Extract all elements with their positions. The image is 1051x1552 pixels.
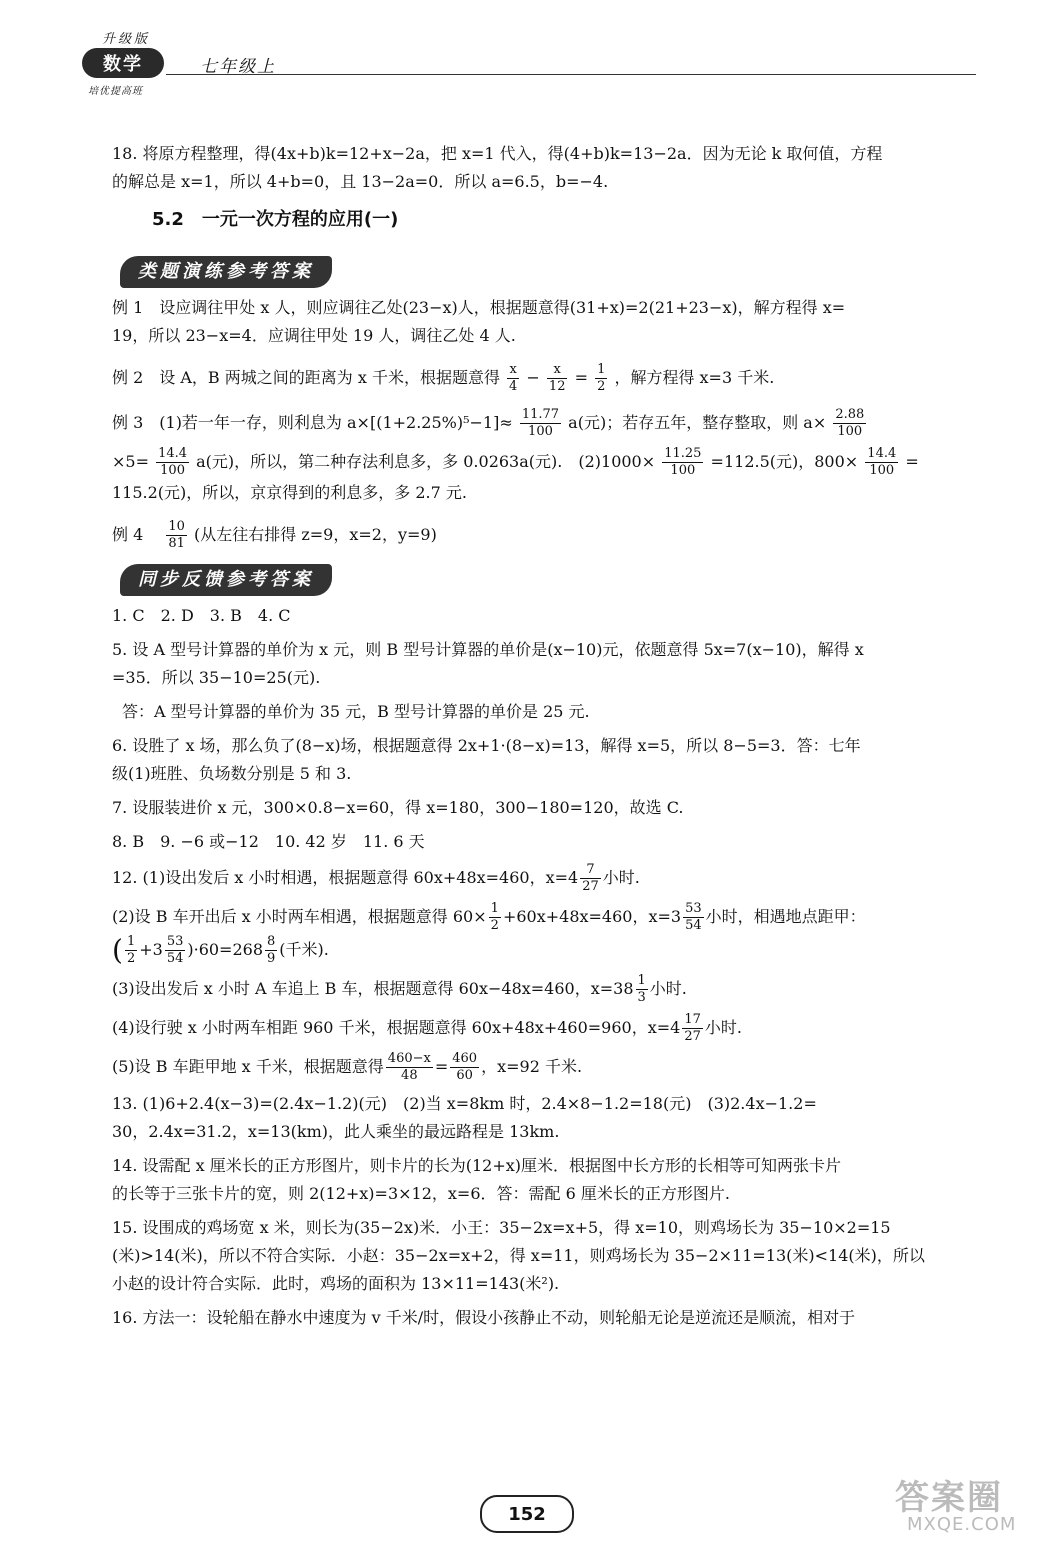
banner-feedback: 同步反馈参考答案 bbox=[120, 564, 332, 596]
banner-practice: 类题演练参考答案 bbox=[120, 256, 332, 288]
fraction: $\frac{14.4}{100}$ bbox=[867, 446, 897, 478]
fraction: $\frac{x}{12}$ bbox=[548, 362, 566, 394]
ex3-line2: ×5= $\frac{14.4}{100}$ a(元)，所以，第二种存法利息多，多 0.0263a(元). (2)1000× $\frac{11.25}{100}$ =112.5(元)，800× $\frac{14.4}{100}$ = bbox=[112, 446, 919, 478]
header-divider bbox=[166, 74, 976, 75]
a12-part2-line1: (2)设 B 车开出后 x 小时两车相遇，根据题意得 60× $\frac{1}{2}$ +60x+48x=460，x=3 $\frac{53}{54}$ 小时，相遇地点距甲： bbox=[112, 901, 866, 933]
answers-8-11: 8. B 9. −6 或−12 10. 42 岁 11. 6 天 bbox=[112, 832, 425, 851]
brand-sub-text: 培优提高班 bbox=[88, 86, 143, 97]
ex1-line2: 19，所以 23−x=4．应调往甲处 19 人，调往乙处 4 人. bbox=[112, 326, 516, 345]
a6-line2: 级(1)班胜、负场数分别是 5 和 3. bbox=[112, 764, 352, 783]
a12-part3: (3)设出发后 x 小时 A 车追上 B 车，根据题意得 60x−48x=460，x=38 $\frac{1}{3}$ 小时. bbox=[112, 973, 687, 1005]
fraction: $\frac{460-x}{48}$ bbox=[387, 1051, 431, 1083]
brand-logo: 数学 bbox=[82, 48, 164, 78]
a5-line1: 5. 设 A 型号计算器的单价为 x 元，则 B 型号计算器的单价是(x−10)元，依题意得 5x=7(x−10)，解得 x bbox=[112, 640, 864, 659]
fraction: $\frac{7}{27}$ bbox=[582, 862, 599, 894]
page-number: 152 bbox=[480, 1495, 574, 1533]
fraction: $\frac{460}{60}$ bbox=[452, 1051, 478, 1083]
fraction: $\frac{17}{27}$ bbox=[684, 1012, 701, 1044]
grade-label: 七年级上 bbox=[200, 57, 276, 77]
page-header bbox=[80, 28, 980, 98]
fraction: $\frac{10}{81}$ bbox=[168, 519, 185, 551]
a12-part2-line2: ( $\frac{1}{2}$ +3 $\frac{53}{54}$ )·60=268 $\frac{8}{9}$ (千米). bbox=[112, 933, 329, 967]
section-title: 5.2 一元一次方程的应用(一) bbox=[152, 209, 399, 230]
watermark-bottom: MXQE.COM bbox=[907, 1514, 1017, 1535]
ex3-line1: 例 3 (1)若一年一存，则利息为 a×[(1+2.25%)⁵−1]≈ $\frac{11.77}{100}$ a(元)；若存五年，整存整取，则 a× $\frac{2.88}{100}$ bbox=[112, 407, 865, 439]
ex1-line1: 例 1 设应调往甲处 x 人，则应调往乙处(23−x)人，根据题意得(31+x)=2(21+23−x)，解方程得 x= bbox=[112, 298, 846, 317]
ex4: 例 4 $\frac{10}{81}$ (从左往右排得 z=9，x=2，y=9) bbox=[112, 519, 437, 551]
a14-line1: 14. 设需配 x 厘米长的正方形图片，则卡片的长为(12+x)厘米．根据图中长方形的长相等可知两张卡片 bbox=[112, 1156, 842, 1175]
fraction: $\frac{1}{2}$ bbox=[597, 362, 606, 394]
fraction: $\frac{8}{9}$ bbox=[267, 934, 276, 966]
ex3-line3: 115.2(元)，所以，京京得到的利息多，多 2.7 元. bbox=[112, 483, 467, 502]
a13-line2: 30，2.4x=31.2，x=13(km)，此人乘坐的最远路程是 13km. bbox=[112, 1122, 560, 1141]
ex2: 例 2 设 A，B 两城之间的距离为 x 千米，根据题意得 $\frac{x}{4}$ − $\frac{x}{12}$ = $\frac{1}{2}$ ，解方程得 x=3 千米. bbox=[112, 362, 775, 394]
brand-top-text: 升级版 bbox=[102, 32, 151, 47]
fraction: $\frac{14.4}{100}$ bbox=[158, 446, 188, 478]
answers-1-4: 1. C 2. D 3. B 4. C bbox=[112, 606, 291, 625]
page-content bbox=[112, 140, 992, 1332]
a6-line1: 6. 设胜了 x 场，那么负了(8−x)场，根据题意得 2x+1·(8−x)=13，解得 x=5，所以 8−5=3．答：七年 bbox=[112, 736, 861, 755]
fraction: $\frac{1}{2}$ bbox=[126, 934, 136, 966]
a5-line3: 答：A 型号计算器的单价为 35 元，B 型号计算器的单价是 25 元. bbox=[122, 702, 590, 721]
a15-line3: 小赵的设计符合实际．此时，鸡场的面积为 13×11=143(米²). bbox=[112, 1274, 560, 1293]
a13-line1: 13. (1)6+2.4(x−3)=(2.4x−1.2)(元) (2)当 x=8km 时，2.4×8−1.2=18(元) (3)2.4x−1.2= bbox=[112, 1094, 817, 1113]
a16: 16. 方法一：设轮船在静水中速度为 v 千米/时，假设小孩静止不动，则轮船无论是逆流还是顺流，相对于 bbox=[112, 1308, 856, 1327]
a12-part4: (4)设行驶 x 小时两车相距 960 千米，根据题意得 60x+48x+460=960，x=4 $\frac{17}{27}$ 小时. bbox=[112, 1012, 742, 1044]
a7: 7. 设服装进价 x 元，300×0.8−x=60，得 x=180，300−180=120，故选 C. bbox=[112, 798, 684, 817]
a15-line1: 15. 设围成的鸡场宽 x 米，则长为(35−2x)米．小王：35−2x=x+5，得 x=10，则鸡场长为 35−10×2=15 bbox=[112, 1218, 891, 1237]
a14-line2: 的长等于三张卡片的宽，则 2(12+x)=3×12，x=6．答：需配 6 厘米长的正方形图片. bbox=[112, 1184, 730, 1203]
fraction: $\frac{53}{54}$ bbox=[685, 901, 702, 933]
watermark-top: 答案圈 bbox=[895, 1478, 1003, 1518]
fraction: $\frac{11.25}{100}$ bbox=[664, 446, 702, 478]
fraction: $\frac{1}{3}$ bbox=[637, 973, 646, 1005]
fraction: $\frac{53}{54}$ bbox=[166, 934, 184, 966]
a12-part5: (5)设 B 车距甲地 x 千米，根据题意得 $\frac{460-x}{48}$ = $\frac{460}{60}$ ，x=92 千米. bbox=[112, 1051, 583, 1083]
a5-line2: =35．所以 35−10=25(元). bbox=[112, 668, 321, 687]
a12-part1: 12. (1)设出发后 x 小时相遇，根据题意得 60x+48x=460，x=4 $\frac{7}{27}$ 小时. bbox=[112, 862, 640, 894]
q18-line1: 18. 将原方程整理，得(4x+b)k=12+x−2a，把 x=1 代入，得(4+b)k=13−2a．因为无论 k 取何值，方程 bbox=[112, 144, 883, 163]
fraction: $\frac{2.88}{100}$ bbox=[835, 407, 865, 439]
fraction: $\frac{11.77}{100}$ bbox=[521, 407, 560, 439]
watermark-logo bbox=[895, 1470, 1035, 1540]
fraction: $\frac{x}{4}$ bbox=[509, 362, 518, 394]
a15-line2: (米)>14(米)，所以不符合实际．小赵：35−2x=x+2，得 x=11，则鸡场长为 35−2×11=13(米)<14(米)，所以 bbox=[112, 1246, 925, 1265]
fraction: $\frac{1}{2}$ bbox=[490, 901, 499, 933]
q18-line2: 的解总是 x=1，所以 4+b=0，且 13−2a=0．所以 a=6.5，b=−4. bbox=[112, 172, 609, 191]
